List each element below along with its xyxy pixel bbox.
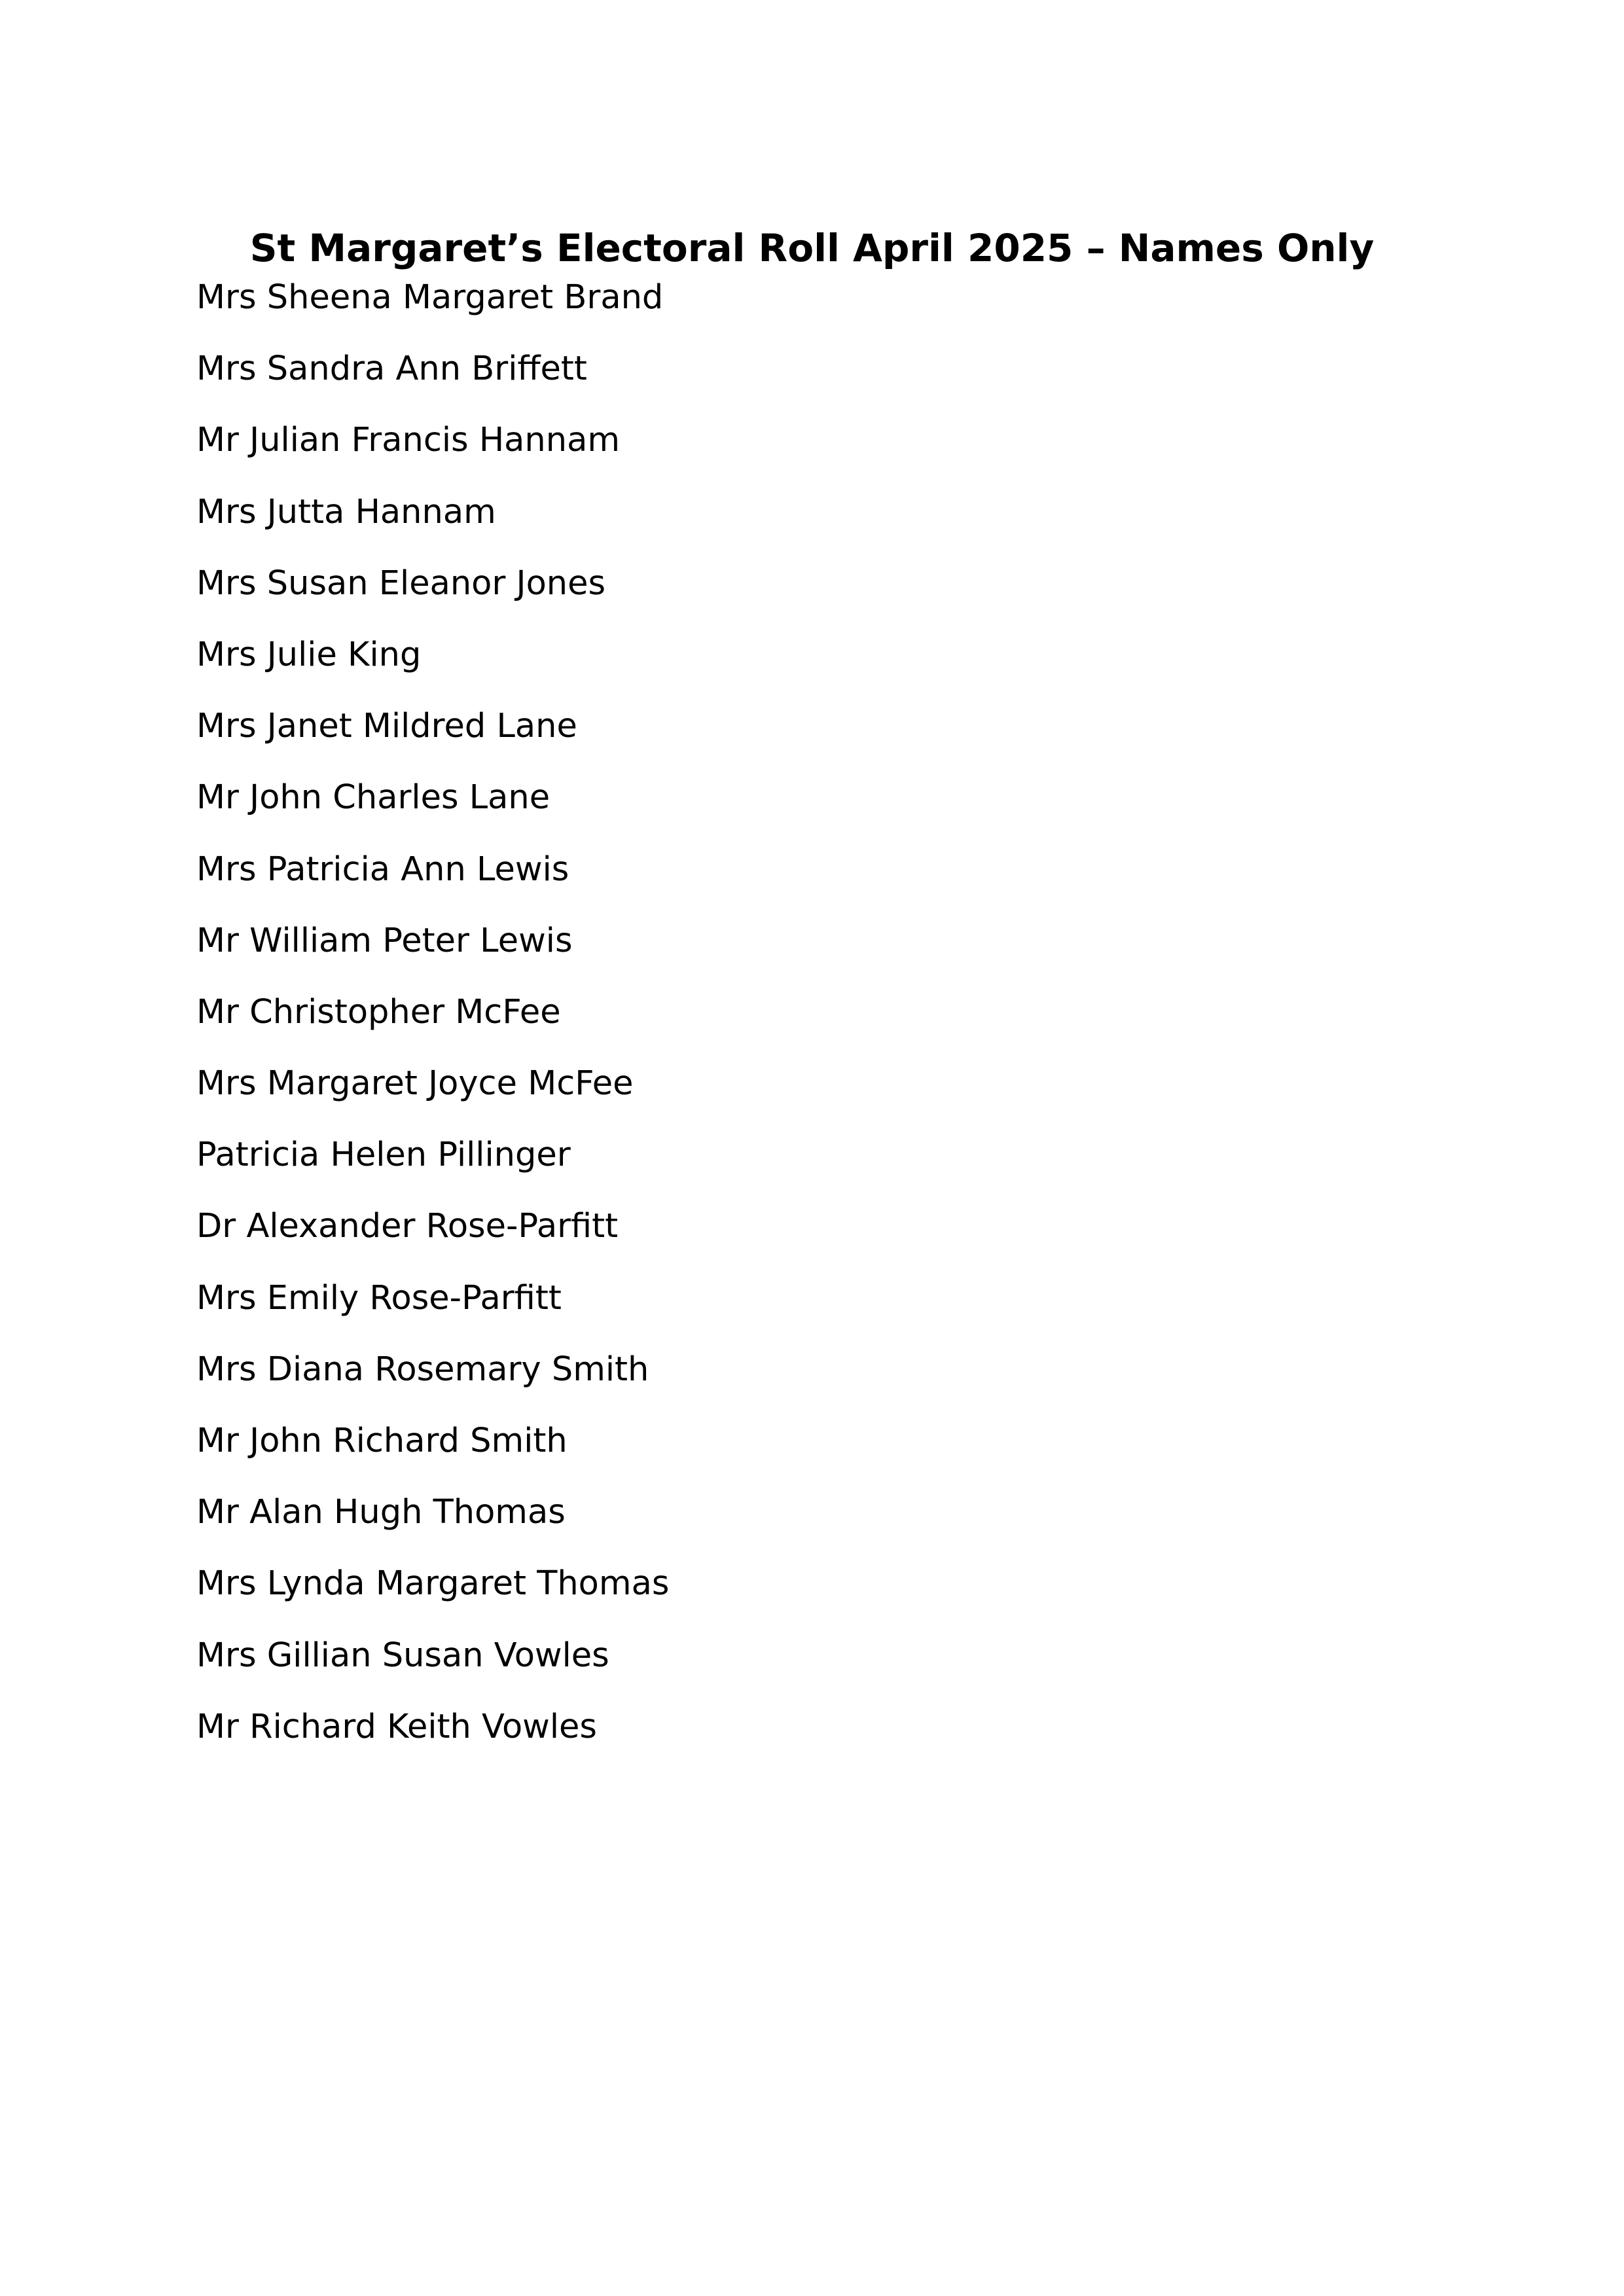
name-entry: Mrs Julie King: [196, 635, 422, 674]
name-entry: Mr Christopher McFee: [196, 992, 561, 1031]
name-entry: Mrs Sheena Margaret Brand: [196, 278, 664, 317]
name-entry: Dr Alexander Rose-Parfitt: [196, 1207, 619, 1246]
name-entry: Mr Alan Hugh Thomas: [196, 1493, 566, 1532]
name-entry: Mrs Diana Rosemary Smith: [196, 1350, 649, 1389]
name-entry: Mrs Lynda Margaret Thomas: [196, 1564, 670, 1604]
electoral-roll-list: [196, 275, 669, 1776]
name-entry: Mrs Patricia Ann Lewis: [196, 850, 569, 889]
name-entry: Patricia Helen Pillinger: [196, 1136, 571, 1175]
name-entry: Mrs Sandra Ann Briffett: [196, 350, 587, 389]
name-entry: Mrs Emily Rose-Parfitt: [196, 1278, 562, 1318]
name-entry: Mr Julian Francis Hannam: [196, 421, 621, 460]
name-entry: Mr William Peter Lewis: [196, 921, 573, 960]
name-entry: Mr John Richard Smith: [196, 1422, 568, 1460]
name-entry: Mrs Janet Mildred Lane: [196, 707, 577, 746]
name-entry: Mrs Susan Eleanor Jones: [196, 564, 606, 603]
name-entry: Mr Richard Keith Vowles: [196, 1707, 597, 1746]
name-entry: Mrs Gillian Susan Vowles: [196, 1636, 609, 1675]
name-entry: Mrs Jutta Hannam: [196, 492, 496, 531]
document-title: St Margaret’s Electoral Roll April 2025 – Names Only: [249, 225, 1375, 270]
name-entry: Mr John Charles Lane: [196, 778, 550, 817]
name-entry: Mrs Margaret Joyce McFee: [196, 1064, 634, 1103]
